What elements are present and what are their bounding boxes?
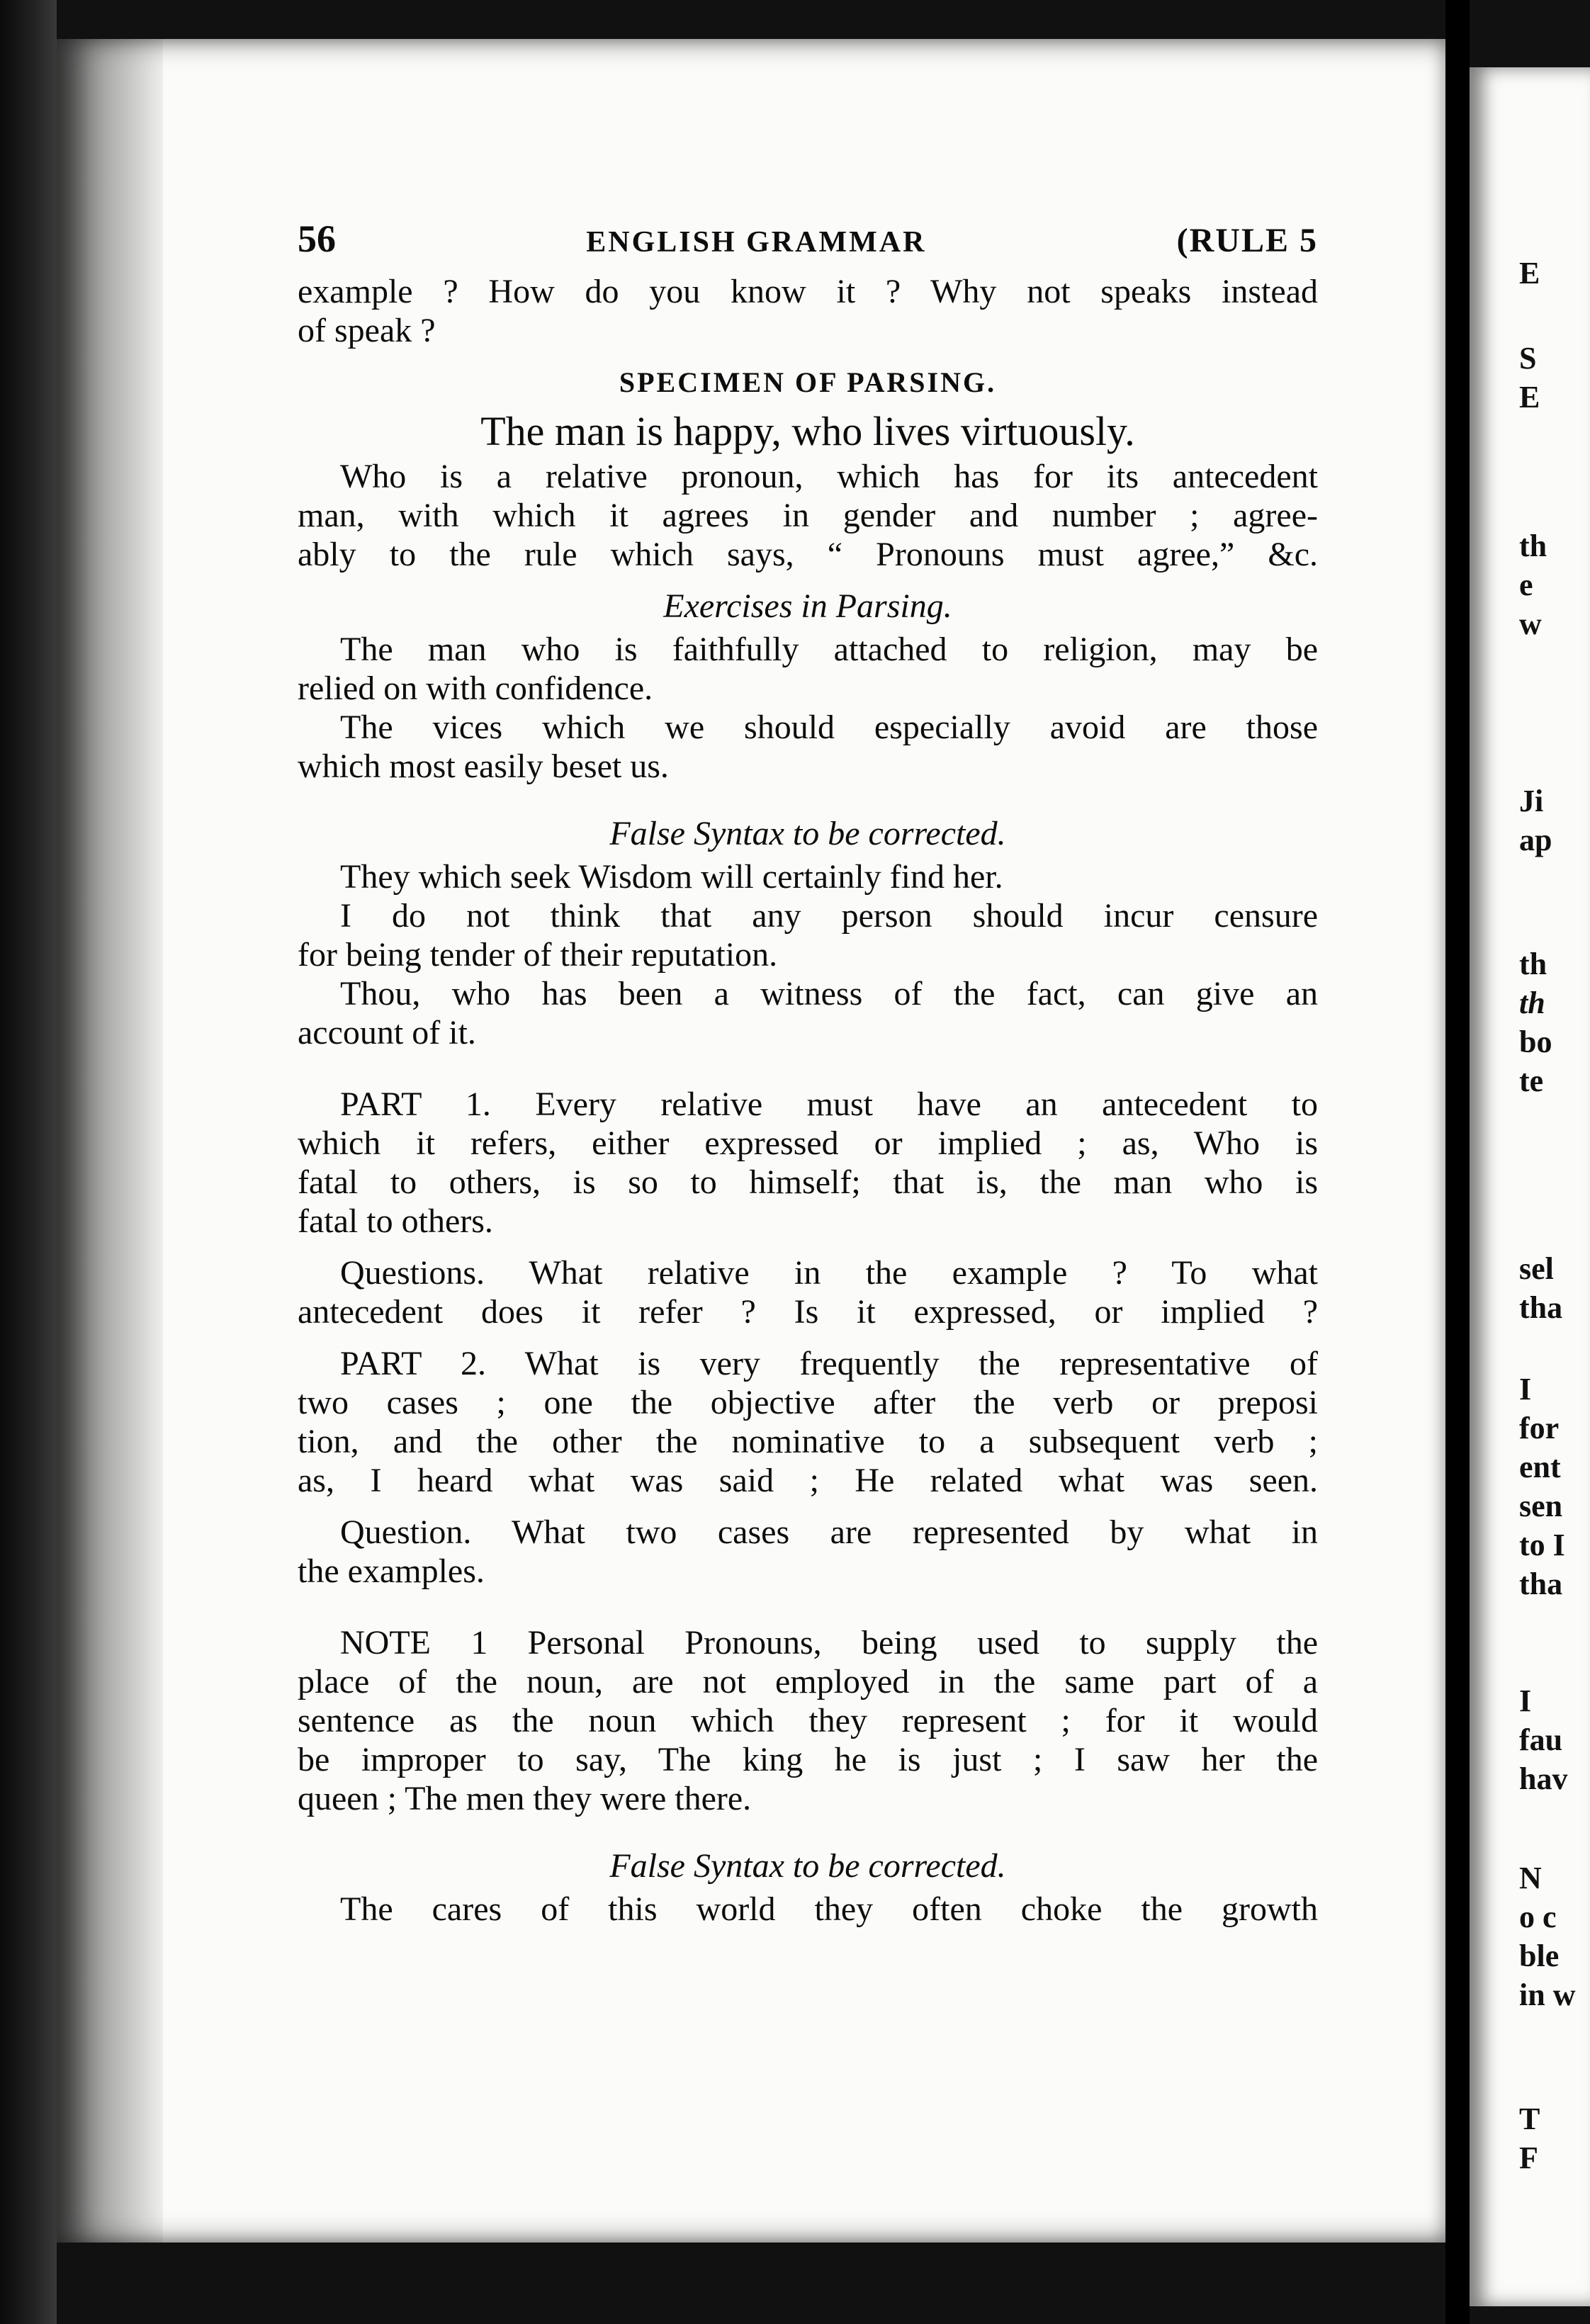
text-line: tion, and the other the nominative to a subsequent verb ; — [298, 1423, 1318, 1460]
text-line: Who is a relative pronoun, which has for its antecedent — [340, 458, 1318, 495]
text-line: two cases ; one the objective after the verb or preposi — [298, 1384, 1318, 1421]
text-line: The cares of this world they often choke the growth — [340, 1890, 1318, 1928]
text-line: They which seek Wisdom will certainly find her. — [340, 858, 1003, 896]
binding-shadow — [57, 39, 163, 2243]
next-page-text: E — [1519, 380, 1540, 414]
next-page-text: T — [1519, 2102, 1540, 2136]
next-page-text: in w — [1519, 1978, 1576, 2012]
page-number: 56 — [298, 218, 336, 260]
next-page-text: hav — [1519, 1761, 1568, 1796]
text-line: Thou, who has been a witness of the fact, can give an — [340, 975, 1318, 1012]
next-page-text: ap — [1519, 823, 1552, 857]
text-line: account of it. — [298, 1014, 476, 1051]
section-heading: Exercises in Parsing. — [663, 587, 952, 625]
next-page-text: N — [1519, 1861, 1542, 1895]
spacer — [298, 1052, 1318, 1085]
text-line: PART 1. Every relative must have an antecedent to — [340, 1085, 1318, 1123]
rule-reference: (RULE 5 — [1176, 222, 1318, 259]
next-page-text: th — [1519, 947, 1547, 981]
text-line: which most easily beset us. — [298, 748, 669, 785]
binding-gutter — [0, 0, 57, 2324]
text-line: which it refers, either expressed or implied ; as, Who is — [298, 1124, 1318, 1162]
next-page-text: I — [1519, 1683, 1532, 1718]
text-line: as, I heard what was said ; He related what was seen. — [298, 1462, 1318, 1499]
text-line: The vices which we should especially avoid are those — [340, 709, 1318, 746]
next-page-text: Ji — [1519, 784, 1544, 818]
spacer — [298, 1241, 1318, 1253]
text-line: the examples. — [298, 1552, 485, 1590]
next-page-text: to I — [1519, 1528, 1565, 1562]
text-line: fatal to others. — [298, 1202, 493, 1240]
running-title: ENGLISH GRAMMAR — [586, 226, 927, 259]
text-line: for being tender of their reputation. — [298, 936, 778, 974]
text-line: man, with which it agrees in gender and number ; agree- — [298, 497, 1318, 534]
section-heading: False Syntax to be corrected. — [609, 1847, 1006, 1885]
next-page-text: ble — [1519, 1939, 1560, 1973]
next-page-text: w — [1519, 607, 1542, 641]
page-gap — [1445, 0, 1470, 2324]
text-line: queen ; The men they were there. — [298, 1780, 752, 1817]
text-line: I do not think that any person should incur censure — [340, 897, 1318, 935]
text-line: relied on with confidence. — [298, 670, 653, 707]
next-page-text: fau — [1519, 1722, 1563, 1757]
text-line: sentence as the noun which they represent ; for it would — [298, 1702, 1318, 1739]
text-line: Question. What two cases are represented by what in — [340, 1513, 1318, 1551]
next-page-text: te — [1519, 1064, 1544, 1098]
adjacent-page-fragment — [1470, 67, 1590, 2306]
next-page-text: e — [1519, 568, 1533, 602]
next-page-text: sen — [1519, 1489, 1563, 1523]
next-page-text: th — [1519, 529, 1547, 563]
page-text — [298, 220, 1318, 1929]
text-line: fatal to others, is so to himself; that is, the man who is — [298, 1163, 1318, 1201]
next-page-text: th — [1519, 986, 1545, 1020]
next-page-text: ent — [1519, 1450, 1561, 1484]
next-page-text: o c — [1519, 1900, 1557, 1934]
next-page-text: tha — [1519, 1567, 1563, 1601]
parsing-example: The man is happy, who lives virtuously. — [480, 408, 1135, 454]
next-page-text: E — [1519, 256, 1540, 290]
spacer — [298, 1591, 1318, 1623]
text-line: antecedent does it refer ? Is it expressed, or implied ? — [298, 1293, 1318, 1331]
text-line: Questions. What relative in the example ? To what — [340, 1254, 1318, 1292]
text-line: place of the noun, are not employed in the same part of a — [298, 1663, 1318, 1700]
section-heading: SPECIMEN OF PARSING. — [619, 366, 997, 398]
text-line: The man who is faithfully attached to religion, may be — [340, 631, 1318, 668]
text-line: be improper to say, The king he is just ; I saw her the — [298, 1741, 1318, 1778]
spacer — [298, 1500, 1318, 1513]
next-page-text: I — [1519, 1372, 1532, 1406]
next-page-text: sel — [1519, 1251, 1554, 1286]
section-heading: False Syntax to be corrected. — [609, 815, 1006, 852]
next-page-text: S — [1519, 341, 1537, 376]
text-line: example ? How do you know it ? Why not speaks instead — [298, 273, 1318, 310]
text-line: ably to the rule which says, “ Pronouns must agree,” &c. — [298, 536, 1318, 573]
text-line: of speak ? — [298, 312, 436, 349]
next-page-text: F — [1519, 2140, 1538, 2175]
spacer — [298, 1331, 1318, 1344]
text-line: PART 2. What is very frequently the representative of — [340, 1345, 1318, 1382]
text-line: NOTE 1 Personal Pronouns, being used to supply the — [340, 1624, 1318, 1662]
next-page-text: tha — [1519, 1290, 1563, 1325]
page-header — [298, 220, 1318, 262]
next-page-text: for — [1519, 1411, 1560, 1445]
next-page-text: bo — [1519, 1025, 1552, 1059]
